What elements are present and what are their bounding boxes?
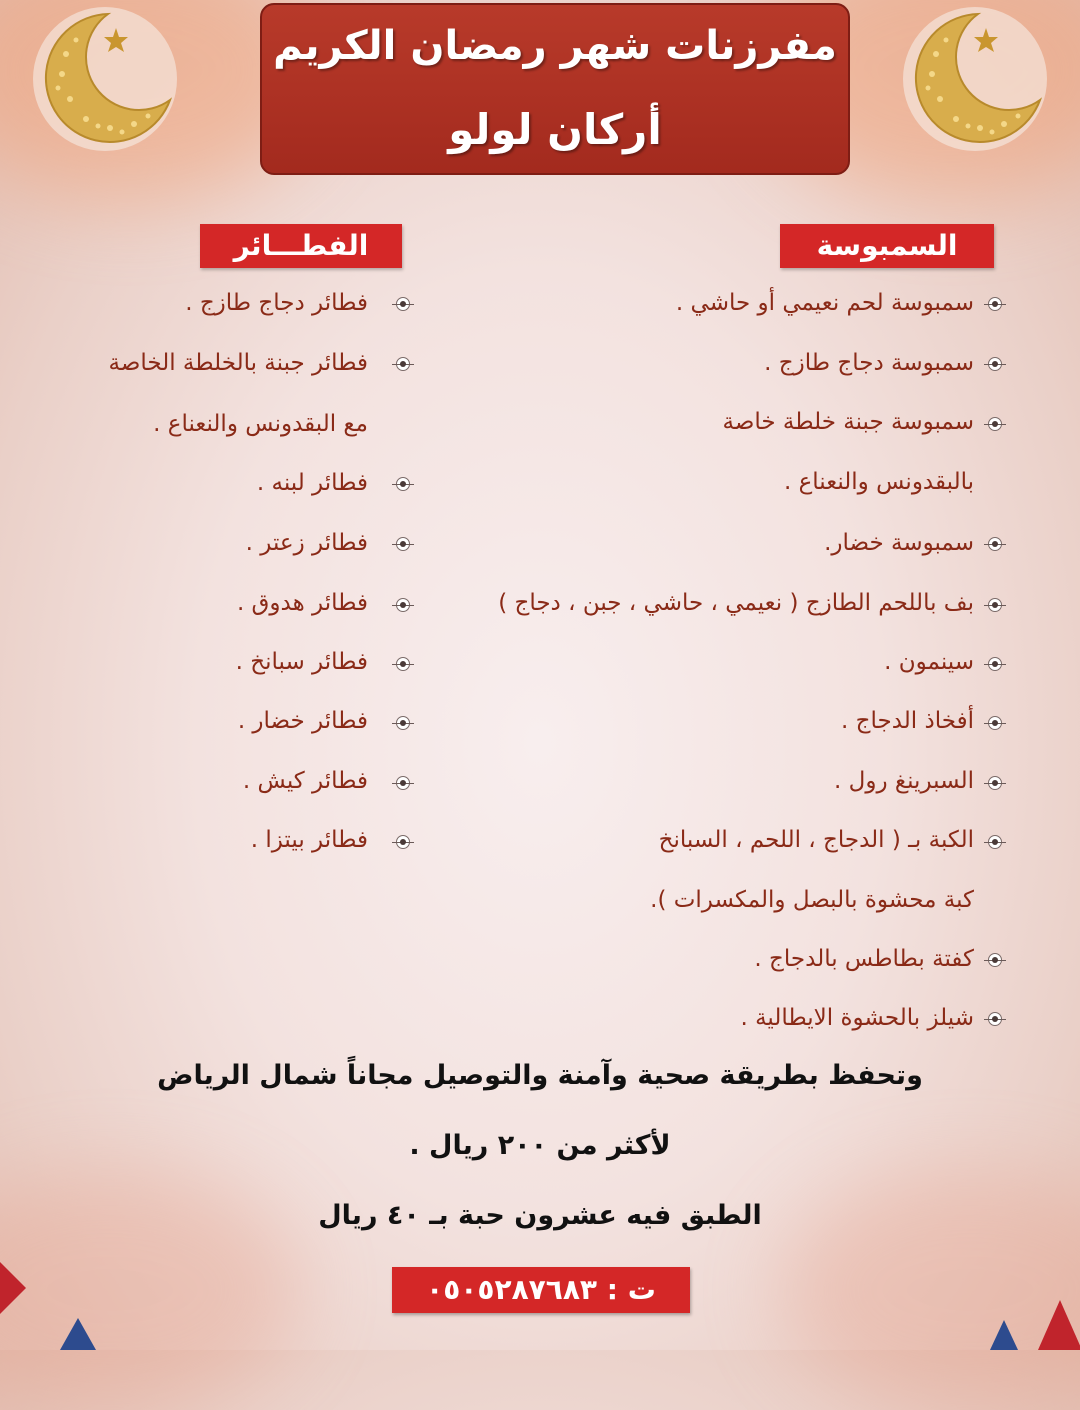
bullet-icon bbox=[988, 598, 1002, 612]
bunting-flag-decoration bbox=[60, 1318, 96, 1350]
fatayer-item: فطائر كيش . bbox=[242, 768, 368, 794]
bullet-icon bbox=[988, 1012, 1002, 1026]
fatayer-item: فطائر هدوق . bbox=[236, 590, 368, 616]
samboosa-item: سمبوسة لحم نعيمي أو حاشي . bbox=[675, 290, 974, 316]
bunting-flag-decoration bbox=[990, 1320, 1018, 1350]
samboosa-item: أفخاذ الدجاج . bbox=[841, 708, 974, 734]
min-order-note: لأكثر من ٢٠٠ ريال . bbox=[409, 1130, 671, 1161]
bullet-icon bbox=[396, 598, 410, 612]
samboosa-item: بف باللحم الطازج ( نعيمي ، حاشي ، جبن ، دجاج ) bbox=[498, 590, 974, 616]
bullet-icon bbox=[988, 953, 1002, 967]
samboosa-item: سينمون . bbox=[884, 649, 974, 675]
bullet-icon bbox=[396, 657, 410, 671]
bullet-icon bbox=[396, 537, 410, 551]
delivery-note: وتحفظ بطريقة صحية وآمنة والتوصيل مجاناً شمال الرياض bbox=[157, 1060, 923, 1091]
bullet-icon bbox=[988, 537, 1002, 551]
bullet-icon bbox=[988, 657, 1002, 671]
crescent-moon-icon bbox=[900, 4, 1050, 154]
fatayer-heading: الفطـــائر bbox=[200, 224, 402, 268]
samboosa-item: سمبوسة جبنة خلطة خاصة bbox=[722, 409, 974, 435]
samboosa-item: شيلز بالحشوة الايطالية . bbox=[740, 1005, 974, 1031]
fatayer-item: فطائر سبانخ . bbox=[235, 649, 368, 675]
bullet-icon bbox=[396, 776, 410, 790]
samboosa-item: سمبوسة دجاج طازج . bbox=[764, 350, 974, 376]
bunting-flag-decoration bbox=[0, 1262, 26, 1314]
bunting-flag-decoration bbox=[1038, 1300, 1080, 1350]
samboosa-item-continued: بالبقدونس والنعناع . bbox=[783, 469, 974, 495]
bullet-icon bbox=[988, 835, 1002, 849]
fatayer-item: فطائر دجاج طازج . bbox=[185, 290, 368, 316]
bullet-icon bbox=[396, 835, 410, 849]
bullet-icon bbox=[396, 357, 410, 371]
samboosa-item: الكبة بـ ( الدجاج ، اللحم ، السبانخ bbox=[658, 827, 974, 853]
samboosa-heading: السمبوسة bbox=[780, 224, 994, 268]
fatayer-item: فطائر لبنه . bbox=[256, 470, 368, 496]
bullet-icon bbox=[988, 716, 1002, 730]
crescent-moon-icon bbox=[30, 4, 180, 154]
samboosa-item: السبرينغ رول . bbox=[834, 768, 974, 794]
samboosa-item: كفتة بطاطس بالدجاج . bbox=[754, 946, 974, 972]
fatayer-item: فطائر خضار . bbox=[237, 708, 368, 734]
bullet-icon bbox=[988, 297, 1002, 311]
samboosa-item-continued: كبة محشوة بالبصل والمكسرات ). bbox=[650, 887, 974, 913]
fatayer-item: فطائر بيتزا . bbox=[250, 827, 368, 853]
shop-name: أركان لولو bbox=[448, 105, 662, 154]
bullet-icon bbox=[396, 716, 410, 730]
fatayer-item: فطائر زعتر . bbox=[245, 530, 368, 556]
bullet-icon bbox=[988, 417, 1002, 431]
samboosa-item: سمبوسة خضار. bbox=[824, 530, 974, 556]
price-note: الطبق فيه عشرون حبة بـ ٤٠ ريال bbox=[318, 1200, 762, 1231]
phone-number[interactable]: ت : ٠٥٠٥٢٨٧٦٨٣ bbox=[392, 1267, 690, 1313]
bullet-icon bbox=[988, 776, 1002, 790]
fatayer-item-continued: مع البقدونس والنعناع . bbox=[153, 411, 368, 437]
bullet-icon bbox=[396, 297, 410, 311]
bullet-icon bbox=[396, 477, 410, 491]
title-banner bbox=[260, 3, 850, 175]
bullet-icon bbox=[988, 357, 1002, 371]
fatayer-item: فطائر جبنة بالخلطة الخاصة bbox=[108, 350, 368, 376]
page-title: مفرزنات شهر رمضان الكريم bbox=[273, 23, 837, 69]
